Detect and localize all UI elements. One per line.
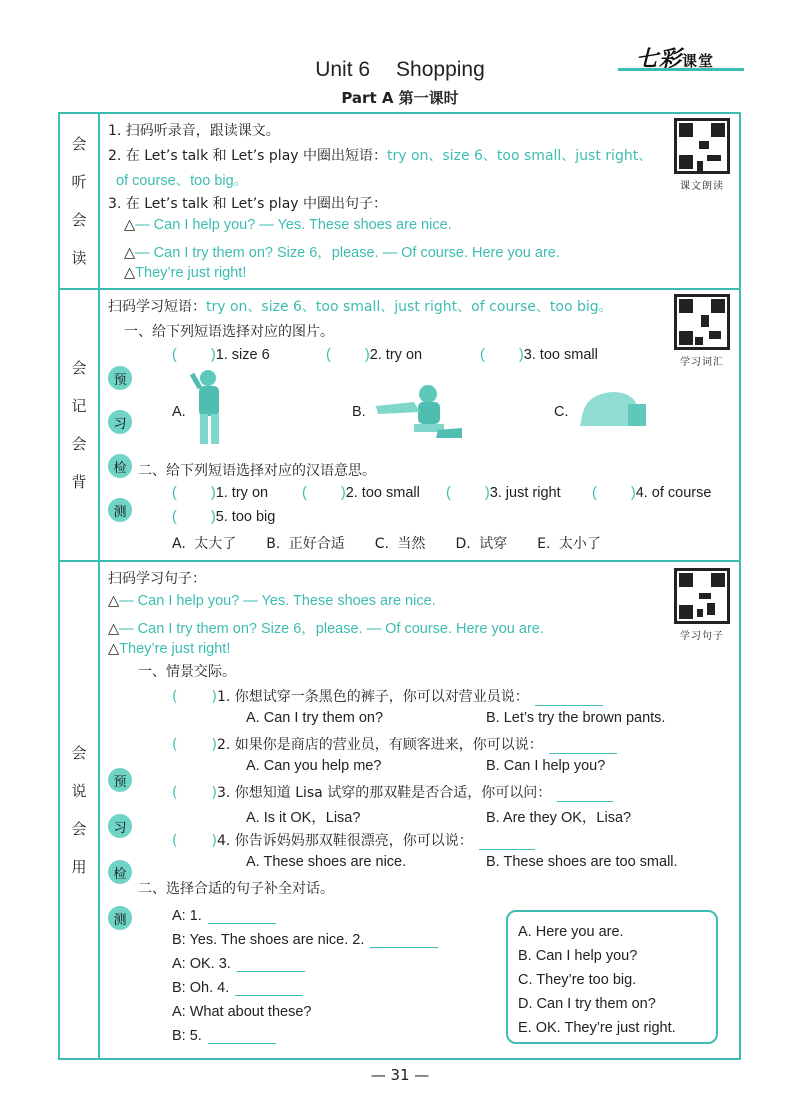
scenario-4[interactable]: ( )4. 你告诉妈妈那双鞋很漂亮，你可以说：: [172, 830, 535, 850]
lesson-subtitle: Part A 第一课时: [341, 89, 459, 107]
brand-logo: 七彩课堂: [636, 47, 715, 72]
sentence-1: △— Can I help you? — Yes. These shoes are nice.: [124, 217, 452, 233]
q2-item-2[interactable]: ( )2. too small: [302, 485, 420, 501]
pic-label-b: B.: [352, 404, 366, 420]
option-c: C. They’re too big.: [518, 972, 637, 988]
picture-b-boy-trying-shoes: [374, 380, 466, 442]
badge-check: 检: [108, 454, 132, 478]
worksheet-frame: [58, 112, 741, 1060]
scenario-1-option-b[interactable]: B. Let’s try the brown pants.: [486, 710, 666, 726]
instruction-1: 1. 扫码听录音，跟读课文。: [108, 123, 280, 139]
scenario-1[interactable]: ( )1. 你想试穿一条黑色的裤子，你可以对营业员说：: [172, 686, 603, 706]
section-side-label: 会 听 会 读: [60, 114, 100, 288]
scenario-4-option-b[interactable]: B. These shoes are too small.: [486, 854, 678, 870]
sentence-3: △They’re just right!: [108, 641, 231, 657]
scenario-3[interactable]: ( )3. 你想知道 Lisa 试穿的那双鞋是否合适，你可以问：: [172, 782, 613, 802]
section-listen-read: [60, 114, 739, 290]
sentence-2: △— Can I try them on? Size 6，please. — Of course. Here you are.: [124, 245, 560, 261]
badge-preview: 预: [108, 768, 132, 792]
q1-title: 一、情景交际。: [138, 664, 236, 680]
section-memorize: [60, 290, 739, 562]
badge-check: 检: [108, 860, 132, 884]
qr-code-sentences[interactable]: 学习句子: [672, 568, 732, 642]
option-a: A. Here you are.: [518, 924, 624, 940]
picture-c-small-shoe: [576, 386, 648, 430]
section-side-label: 会 记 会 背: [60, 290, 100, 560]
dialogue-line-5: A: What about these?: [172, 1004, 312, 1020]
badge-test: 测: [108, 498, 132, 522]
dialogue-line-1[interactable]: A: 1.: [172, 908, 276, 924]
scenario-3-option-b[interactable]: B. Are they OK，Lisa?: [486, 810, 632, 826]
sentence-3: △They’re just right!: [124, 265, 247, 281]
phrases-intro: 扫码学习短语：try on、size 6、too small、just right、of course、too big。: [108, 299, 613, 315]
badge-study: 习: [108, 410, 132, 434]
pic-label-a: A.: [172, 404, 186, 420]
scenario-2-option-a[interactable]: A. Can you help me?: [246, 758, 382, 774]
scenario-2-option-b[interactable]: B. Can I help you?: [486, 758, 606, 774]
q2-options: A. 太大了 B. 正好合适 C. 当然 D. 试穿 E. 太小了: [172, 536, 601, 552]
sentence-1: △— Can I help you? — Yes. These shoes are nice.: [108, 593, 436, 609]
qr-code-icon: [674, 294, 730, 350]
q1-title: 一、给下列短语选择对应的图片。: [124, 324, 334, 340]
option-b: B. Can I help you?: [518, 948, 638, 964]
dialogue-line-3[interactable]: A: OK. 3.: [172, 956, 305, 972]
option-d: D. Can I try them on?: [518, 996, 656, 1012]
q2-item-3[interactable]: ( )3. just right: [446, 485, 561, 501]
page-number: — 31 —: [370, 1066, 430, 1084]
q1-item-2[interactable]: ( )2. try on: [326, 347, 423, 363]
instruction-2-phrases-cont: of course、too big。: [116, 173, 249, 189]
badge-test: 测: [108, 906, 132, 930]
sentence-2: △— Can I try them on? Size 6，please. — Of course. Here you are.: [108, 621, 544, 637]
q2-title: 二、选择合适的句子补全对话。: [138, 881, 334, 897]
unit-label: Unit 6: [315, 58, 371, 81]
scenario-2[interactable]: ( )2. 如果你是商店的营业员，有顾客进来，你可以说：: [172, 734, 617, 754]
dialogue-options-box: [506, 910, 718, 1044]
instruction-3: 3. 在 Let’s talk 和 Let’s play 中圈出句子：: [108, 196, 388, 212]
logo-underline: [618, 68, 744, 76]
qr-code-icon: [674, 568, 730, 624]
dialogue-line-4[interactable]: B: Oh. 4.: [172, 980, 303, 996]
picture-a-boy-standing: [190, 366, 230, 448]
section-speak-use: [60, 562, 739, 1058]
sentences-intro: 扫码学习句子：: [108, 571, 206, 587]
pic-label-c: C.: [554, 404, 569, 420]
unit-topic: Shopping: [396, 58, 485, 81]
qr-code-icon: [674, 118, 730, 174]
scenario-1-option-a[interactable]: A. Can I try them on?: [246, 710, 384, 726]
dialogue-line-2[interactable]: B: Yes. The shoes are nice. 2.: [172, 932, 438, 948]
scenario-4-option-a[interactable]: A. These shoes are nice.: [246, 854, 407, 870]
qr-code-vocabulary[interactable]: 学习词汇: [672, 294, 732, 368]
qr-code-reading[interactable]: 课文朗读: [672, 118, 732, 192]
scenario-3-option-a[interactable]: A. Is it OK，Lisa?: [246, 810, 361, 826]
q2-item-1[interactable]: ( )1. try on: [172, 485, 269, 501]
badge-preview: 预: [108, 366, 132, 390]
q2-item-5[interactable]: ( )5. too big: [172, 509, 276, 525]
q2-item-4[interactable]: ( )4. of course: [592, 485, 712, 501]
dialogue-line-6[interactable]: B: 5.: [172, 1028, 276, 1044]
section-side-label: 会 说 会 用: [60, 562, 100, 1058]
instruction-2: 2. 在 Let’s talk 和 Let’s play 中圈出短语：try on、size 6、too small、just right、: [108, 148, 653, 164]
badge-study: 习: [108, 814, 132, 838]
q1-item-3[interactable]: ( )3. too small: [480, 347, 598, 363]
q2-title: 二、给下列短语选择对应的汉语意思。: [138, 463, 376, 479]
option-e: E. OK. They’re just right.: [518, 1020, 676, 1036]
q1-item-1[interactable]: ( )1. size 6: [172, 347, 270, 363]
